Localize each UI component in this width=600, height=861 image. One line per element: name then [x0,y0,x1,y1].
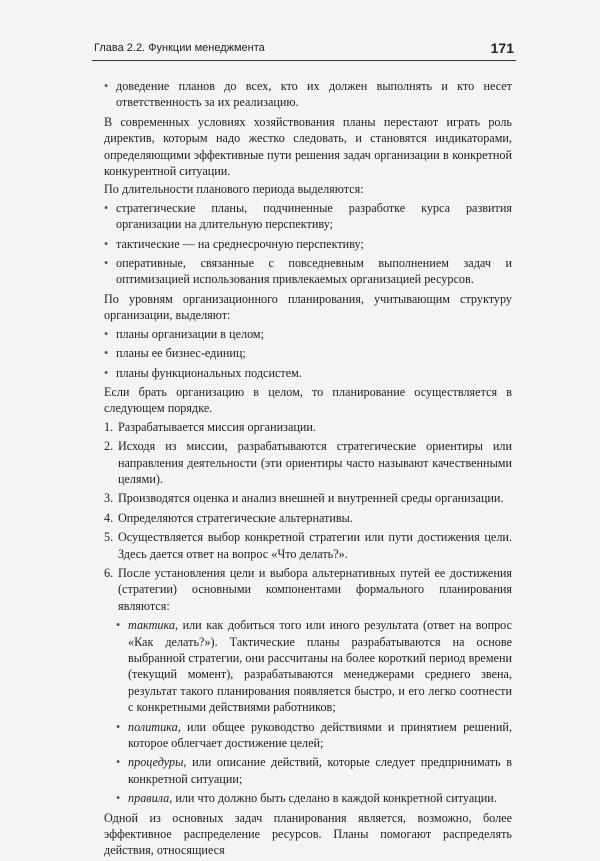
numbered-item [104,510,512,526]
sub-bullet-item [116,754,512,787]
sub-bullet-item [116,790,512,806]
term: политика [128,719,178,734]
paragraph: Одной из основных задач планирования является, возможно, более эффективное распределение ресурсов. Планы помогают распределять действия, относящиеся [104,810,512,858]
item-number: 2. [104,439,114,454]
item-text: Определяются стратегические альтернативы. [118,510,353,525]
numbered-item [104,529,512,562]
bullet-item: • оперативные, связанные с повседневным выполнением задач и оптимизацией использования привлекаемых организацией ресурсов. [104,255,512,288]
term-definition: , или как добиться того или иного результата (ответ на вопрос «Как делать?»). Тактические планы разрабатываются на основе выбранной стратегии, они рассчитаны на более короткий период времени (текущий момент), разрабатываются менеджерами среднего звена, результат такого планирования появляется быстро, и его легко соотнести с конкретными действиями работников; [128,618,512,715]
paragraph: Если брать организацию в целом, то планирование осуществляется в следующем порядке. [104,384,512,416]
item-number: 4. [104,510,114,525]
running-header [92,38,516,61]
numbered-item [104,490,512,506]
sub-bullet-item [116,617,512,715]
term: процедуры [128,755,184,770]
bullet-item: • планы организации в целом; [104,326,512,342]
chapter-title: Глава 2.2. Функции менеджмента [94,42,265,54]
term: правила [128,791,170,806]
bullet-item: • планы функциональных подсистем. [104,365,512,381]
paragraph: По длительности планового периода выделяются: [104,182,364,197]
paragraph: По уровням организационного планирования, учитывающим структуру организации, выделяют: [104,291,512,323]
page-body [104,78,512,861]
item-number: 1. [104,419,114,434]
paragraph: В современных условиях хозяйствования планы перестают играть роль директив, которым надо жестко следовать, и становятся индикаторами, определяющими эффективные пути решения задач организации в конкретной конкурентной ситуации. [104,114,512,179]
term: тактика [128,618,175,633]
item-text: Разрабатывается миссия организации. [118,419,316,434]
item-text: Осуществляется выбор конкретной стратегии или пути достижения цели. Здесь дается ответ на вопрос «Что делать?». [118,530,512,561]
item-number: 6. [104,565,114,580]
bullet-item: • стратегические планы, подчиненные разработке курса развития организации на длительную перспективу; [104,200,512,233]
item-text: После установления цели и выбора альтернативных путей ее достижения (стратегии) основными компонентами формального планирования являются: [118,565,512,613]
item-text: Производятся оценка и анализ внешней и внутренней среды организации. [118,491,504,506]
sub-bullet-item [116,719,512,752]
item-number: 5. [104,530,114,545]
bullet-item: • планы ее бизнес-единиц; [104,345,512,361]
bullet-item: • доведение планов до всех, кто их должен выполнять и кто несет ответственность за их реализацию. [104,78,512,111]
numbered-item [104,438,512,487]
term-definition: , или описание действий, которые следует предпринимать в конкретной ситуации; [128,755,512,786]
numbered-item [104,419,512,435]
term-definition: , или общее руководство действиями и принятием решений, которое облегчает достижение целей; [128,719,512,751]
bullet-item: • тактические — на среднесрочную перспективу; [104,236,512,252]
term-definition: , или что должно быть сделано в каждой конкретной ситуации. [169,791,497,806]
numbered-item [104,565,512,614]
item-text: Исходя из миссии, разрабатываются стратегические ориентиры или направления деятельности (эти ориентиры часто называют качественными целями). [118,439,512,486]
item-number: 3. [104,491,114,506]
page-number: 171 [490,40,514,56]
